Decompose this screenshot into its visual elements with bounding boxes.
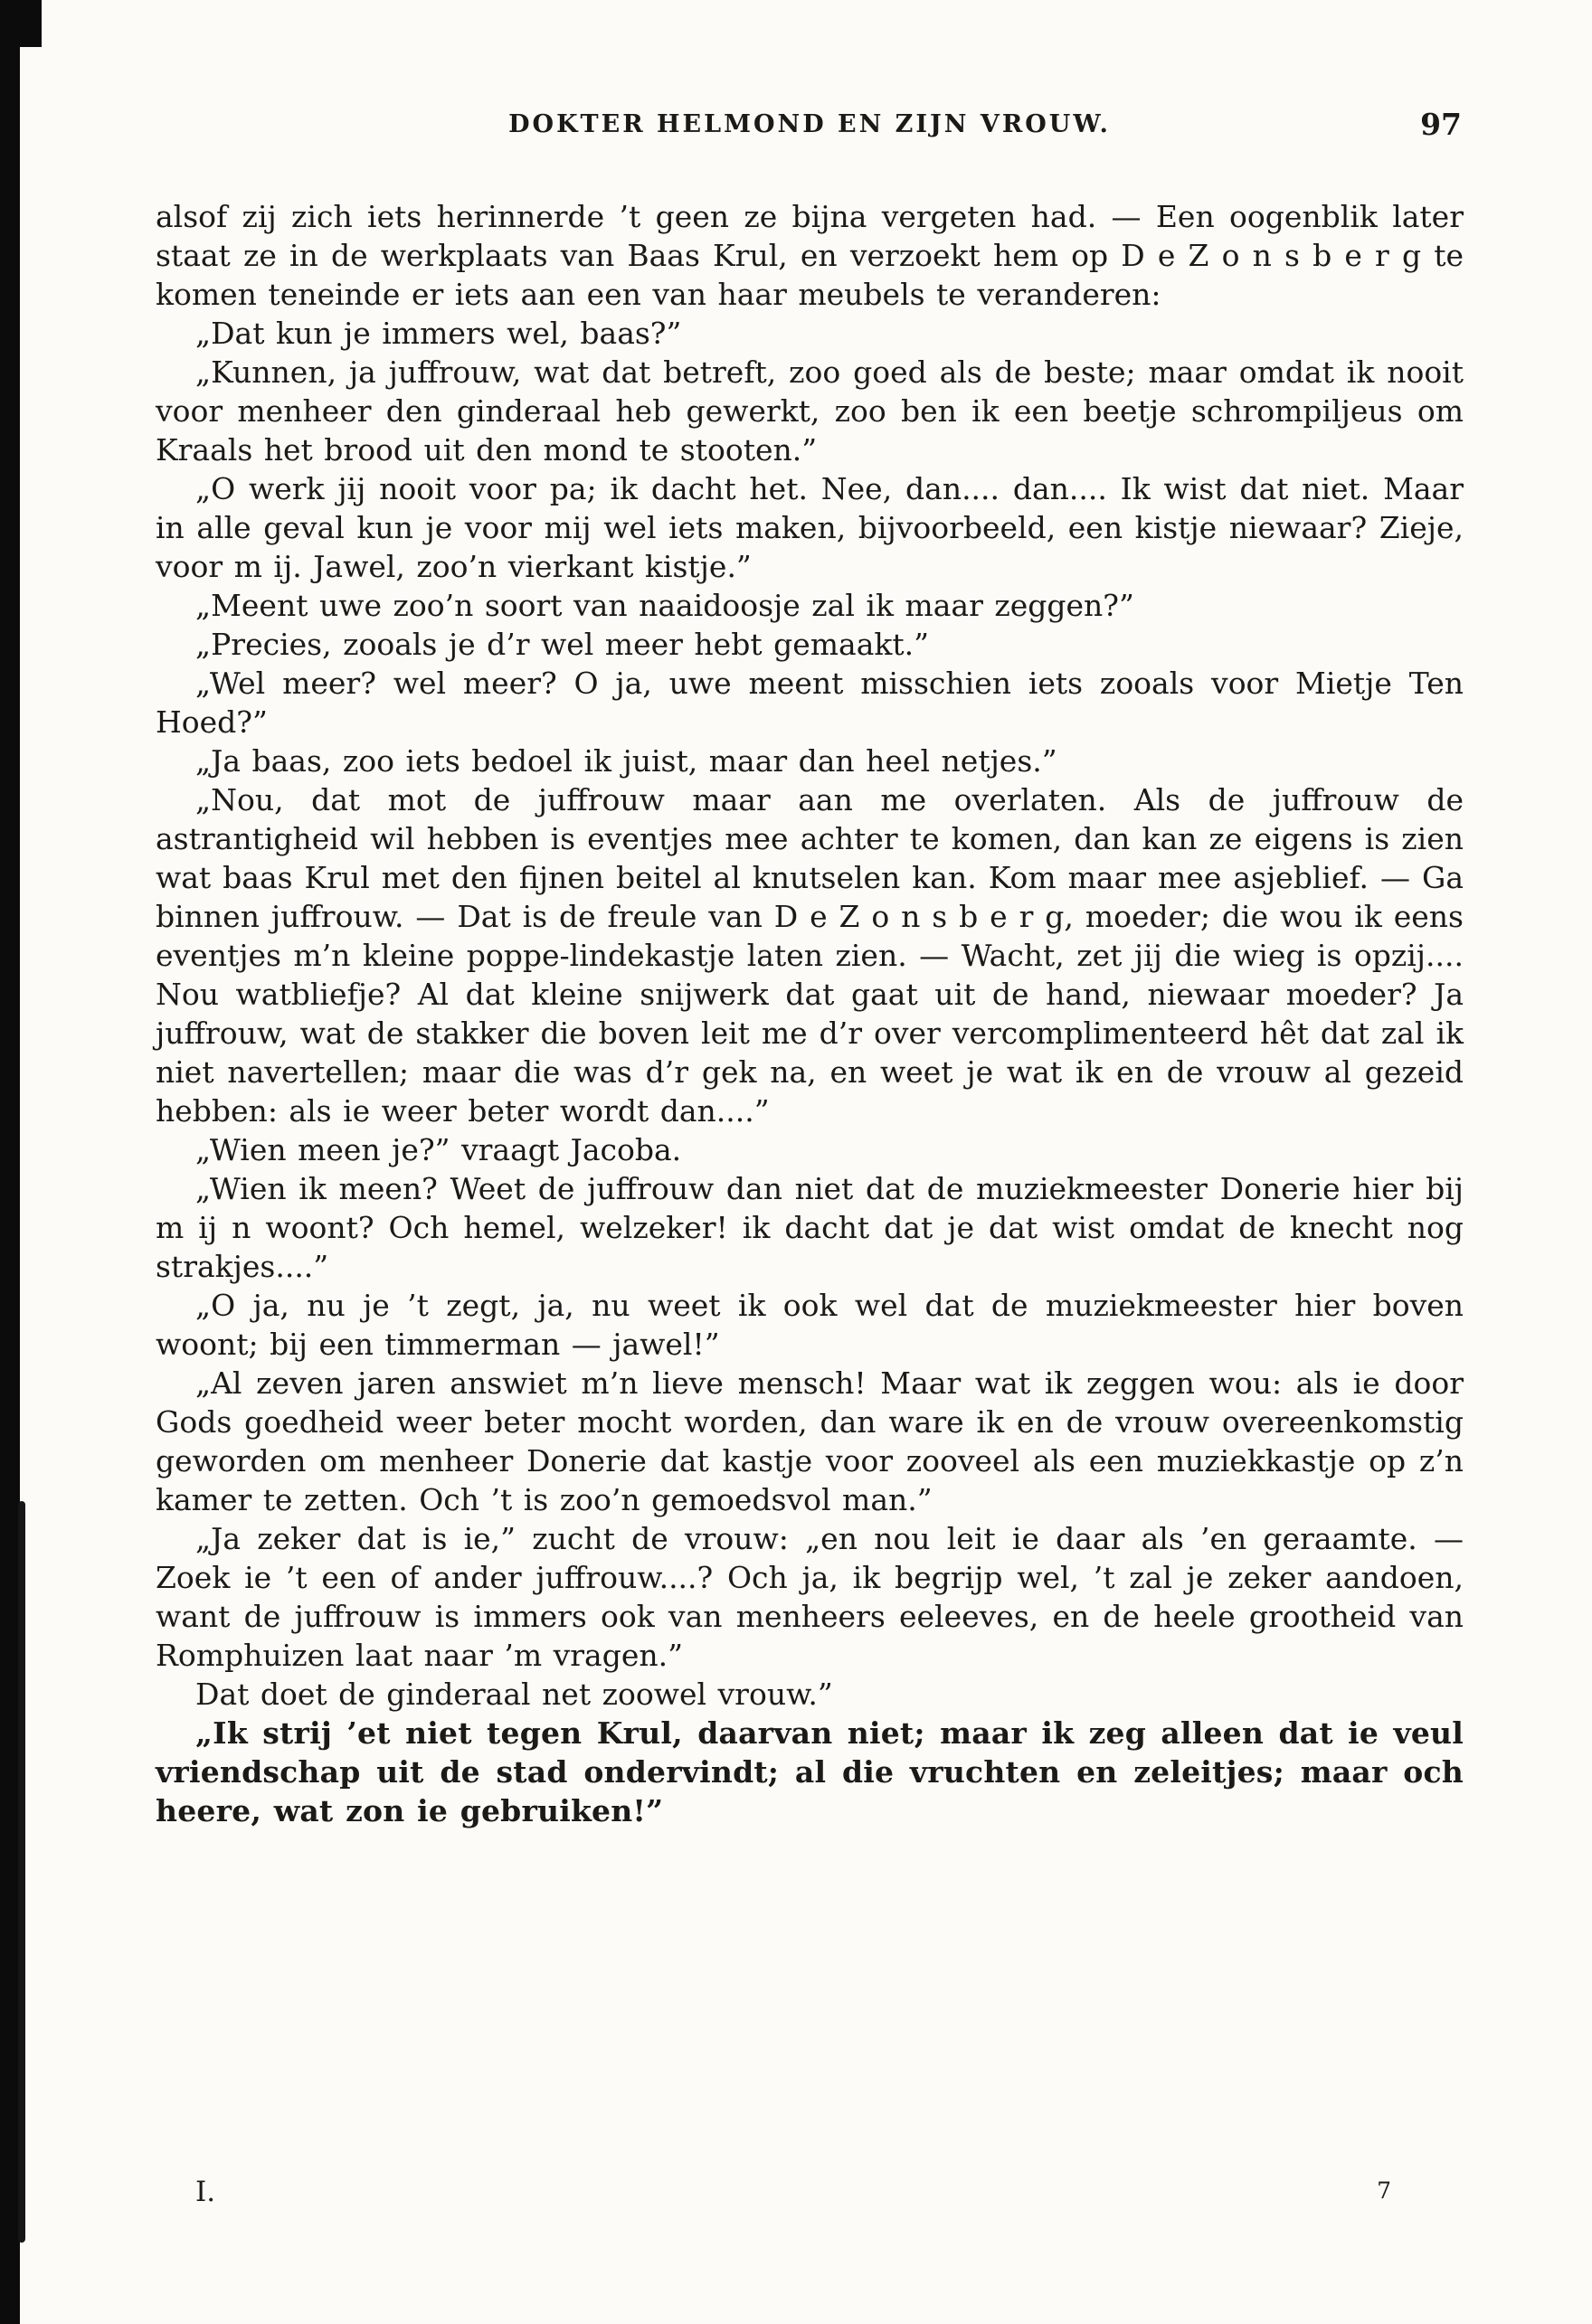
volume-mark: I.	[195, 2176, 216, 2208]
paragraph: „O werk jij nooit voor pa; ik dacht het. Nee, dan.... dan.... Ik wist dat niet. Maar in alle geval kun je voor mij wel iets maken, bijvoorbeeld, een kistje niewaar? Zieje, voor m ij. Jawel, zoo’n vierkant kistje.”	[156, 471, 1464, 584]
paragraph: Dat doet de ginderaal net zoowel vrouw.”	[195, 1677, 833, 1712]
signature-mark: 7	[1377, 2178, 1391, 2204]
paragraph: „Wel meer? wel meer? O ja, uwe meent misschien iets zooals voor Mietje Ten Hoed?”	[156, 666, 1464, 740]
paragraph: „Kunnen, ja juffrouw, wat dat betreft, zoo goed als de beste; maar omdat ik nooit voor menheer den ginderaal heb gewerkt, zoo ben ik een beetje schrompiljeus om Kraals het brood uit den mond te stooten.”	[156, 354, 1464, 468]
paragraph: „Meent uwe zoo’n soort van naaidoosje zal ik maar zeggen?”	[195, 588, 1134, 623]
paragraph: „O ja, nu je ’t zegt, ja, nu weet ik ook wel dat de muziekmeester hier boven woont; bij een timmerman — jawel!”	[156, 1288, 1464, 1362]
running-header-title: DOKTER HELMOND EN ZIJN VROUW.	[508, 110, 1111, 138]
page-footer	[156, 2176, 1464, 2221]
paragraph: alsof zij zich iets herinnerde ’t geen ze bijna vergeten had. — Een oogenblik later staat ze in de werkplaats van Baas Krul, en verzoekt hem op D e Z o n s b e r g te komen teneinde er iets aan een van haar meubels te veranderen:	[156, 199, 1464, 312]
page-body	[156, 197, 1464, 1830]
paragraph: „Al zeven jaren answiet m’n lieve mensch! Maar wat ik zeggen wou: als ie door Gods goedheid weer beter mocht worden, dan ware ik en de vrouw overeenkomstig geworden om menheer Donerie dat kastje voor zooveel als een muziekkastje op z’n kamer te zetten. Och ’t is zoo’n gemoedsvol man.”	[156, 1365, 1464, 1517]
paragraph: „Ja baas, zoo iets bedoel ik juist, maar dan heel netjes.”	[195, 743, 1057, 779]
running-header	[156, 107, 1464, 146]
paragraph: „Ik strij ’et niet tegen Krul, daarvan niet; maar ik zeg alleen dat ie veul vriendschap uit de stad ondervindt; al die vruchten en zeleitjes; maar och heere, wat zon ie gebruiken!”	[156, 1715, 1464, 1828]
paragraph: „Wien ik meen? Weet de juffrouw dan niet dat de muziekmeester Donerie hier bij m ij n woont? Och hemel, welzeker! ik dacht dat je dat wist omdat de knecht nog strakjes....”	[156, 1171, 1464, 1284]
paragraph: „Dat kun je immers wel, baas?”	[195, 316, 682, 351]
paragraph: „Ja zeker dat is ie,” zucht de vrouw: „en nou leit ie daar als ’en geraamte. — Zoek ie ’t een of ander juffrouw....? Och ja, ik begrijp wel, ’t zal je zeker aandoen, want de juffrouw is immers ook van menheers eeleeves, en de heele grootheid van Romphuizen laat naar ’m vragen.”	[156, 1521, 1464, 1673]
paragraph: „Nou, dat mot de juffrouw maar aan me overlaten. Als de juffrouw de astrantigheid wil hebben is eventjes mee achter te komen, dan kan ze eigens is zien wat baas Krul met den fijnen beitel al knutselen kan. Kom maar mee asjeblief. — Ga binnen juffrouw. — Dat is de freule van D e Z o n s b e r g, moeder; die wou ik eens eventjes m’n kleine poppe-lindekastje laten zien. — Wacht, zet jij die wieg is opzij.... Nou watbliefje? Al dat kleine snijwerk dat gaat uit de hand, niewaar moeder? Ja juffrouw, wat de stakker die boven leit me d’r over vercomplimenteerd hêt dat zal ik niet navertellen; maar die was d’r gek na, en weet je wat ik en de vrouw al gezeid hebben: als ie weer beter wordt dan....”	[156, 782, 1464, 1129]
scan-binding-edge-artifact	[0, 0, 20, 2324]
paragraph: „Wien meen je?” vraagt Jacoba.	[195, 1132, 682, 1167]
page-number: 97	[1420, 107, 1462, 142]
paragraph: „Precies, zooals je d’r wel meer hebt gemaakt.”	[195, 627, 929, 662]
